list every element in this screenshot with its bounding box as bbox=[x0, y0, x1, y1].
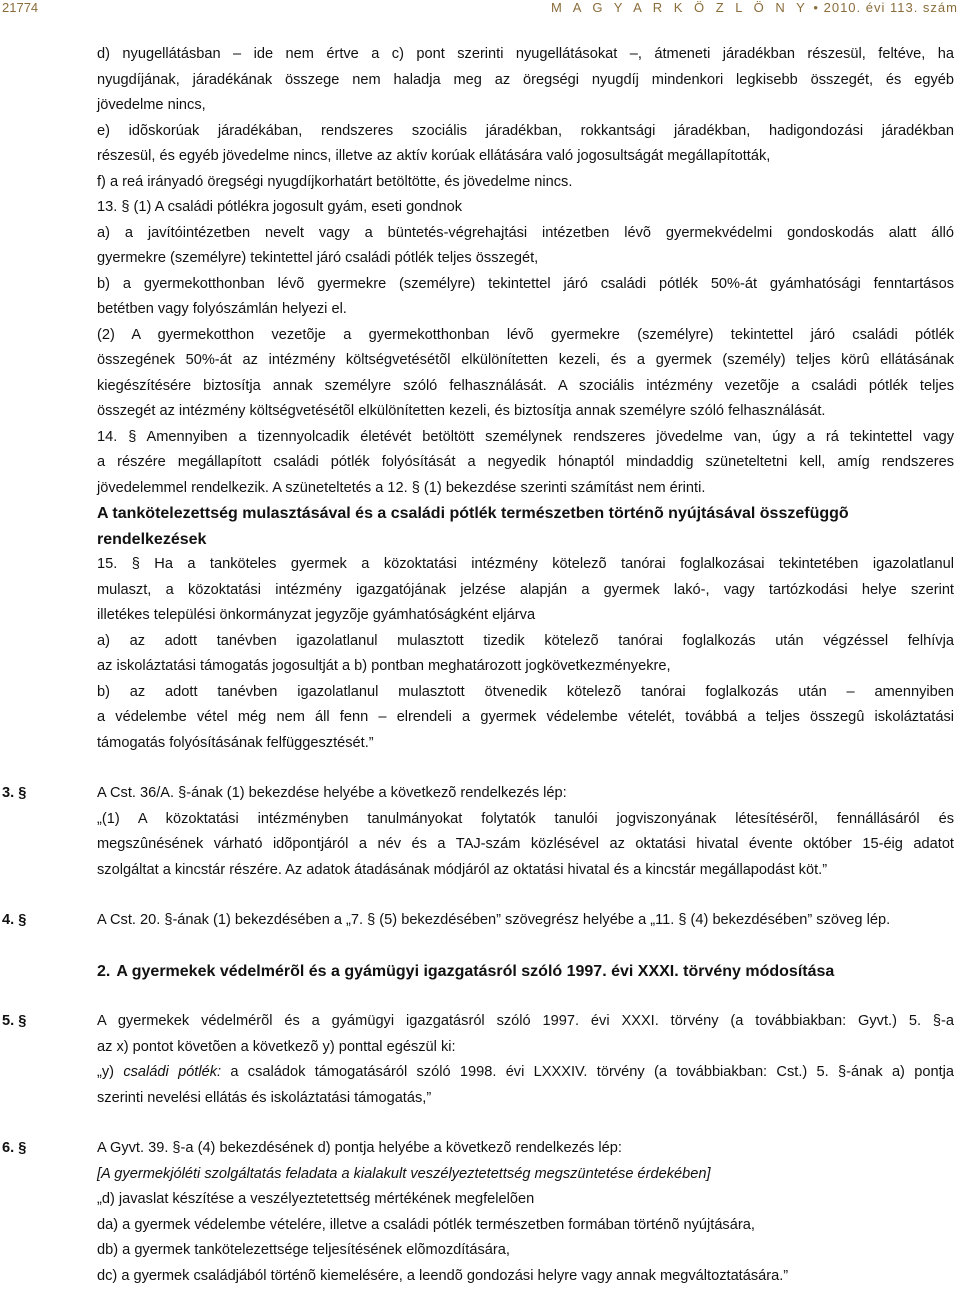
section-number: 2. bbox=[97, 962, 111, 980]
section-13-b-line: b) a gyermekotthonban lévõ gyermekre (személyre) tekintettel járó családi pótlék 50%-át gyámhatósági fenntartásos bbox=[97, 275, 954, 292]
section-title bbox=[97, 959, 954, 985]
item-line: A Cst. 20. §-ának (1) bekezdésében a „7. § (5) bekezdésében” szövegrész helyébe a „11. § (4) bekezdésében” szöveg lép. bbox=[97, 912, 891, 928]
page-number: 21774 bbox=[2, 0, 39, 15]
section-15-line: illetékes települési önkormányzat jegyzõje gyámhatóságként eljárva bbox=[97, 607, 536, 623]
item-line: az x) pontot követõen a következõ y) ponttal egészül ki: bbox=[97, 1038, 456, 1055]
item-number: 6. § bbox=[2, 1140, 27, 1156]
item-line: da) a gyermek védelembe vételére, illetve a családi pótlék természetben formában történõ nyújtására, bbox=[97, 1216, 755, 1233]
item-number: 4. § bbox=[2, 912, 27, 928]
section-15-b-line: a védelembe vétel még nem áll fenn – elrendeli a gyermek védelembe vételét, továbbá a teljes összegû iskoláztatási bbox=[97, 709, 954, 725]
item-line bbox=[97, 1060, 954, 1086]
item-line: A Gyvt. 39. §-a (4) bekezdésének d) pontja helyébe a következõ rendelkezés lép: bbox=[97, 1140, 622, 1156]
subheading-line: rendelkezések bbox=[97, 530, 207, 548]
point-f-line: f) a reá irányadó öregségi nyugdíjkorhatárt betöltötte, és jövedelme nincs. bbox=[97, 173, 573, 190]
section-14-line: 14. § Amennyiben a tizennyolcadik életévét betöltött személynek rendszeres jövedelme van, úgy a rá tekintettel vagy bbox=[97, 428, 954, 445]
item-line: megszûnésének várható idõpontjáról a név és a TAJ-szám közlésével az oktatási hivatal évente október 15-éig adatot bbox=[97, 836, 954, 852]
section-13-p2-line: kiegészítésére biztosítja annak személyre szóló felhasználását. A szociális intézmény vezetõje a családi pótlék teljes bbox=[97, 377, 954, 394]
section-15-line: mulaszt, a közoktatási intézmény igazgatójának jelzése alapján a gyermek lakó-, vagy tartózkodási helye szerint bbox=[97, 581, 954, 598]
item-line-prefix: „y) bbox=[97, 1064, 124, 1080]
section-13-p2-line: összegének 50%-át az intézmény költségvetésétõl elkülönítetten kezeli, és a gyermek (személy) teljes körû ellátásának bbox=[97, 352, 954, 368]
journal-name: M A G Y A R K Ö Z L Ö N Y bbox=[551, 0, 809, 15]
point-d-line: jövedelme nincs, bbox=[97, 97, 206, 113]
section-15-line: 15. § Ha a tanköteles gyermek a közoktatási intézmény kötelezõ tanórai foglalkozásai tekintetében igazolatlanul bbox=[97, 556, 954, 572]
document-body bbox=[2, 42, 954, 1289]
amendment-item-4 bbox=[2, 908, 954, 934]
point-d-line: d) nyugellátásban – ide nem értve a c) pont szerinti nyugellátásokat –, átmeneti járadékban részesül, feltéve, ha bbox=[97, 46, 954, 62]
item-number: 5. § bbox=[2, 1013, 27, 1029]
journal-header bbox=[551, 0, 958, 15]
item-line: dc) a gyermek családjából történõ kiemelésére, a leendõ gondozási helyre vagy annak megváltoztatására.” bbox=[97, 1267, 789, 1284]
item-line: „(1) A közoktatási intézményben tanulmányokat folytatók tanulói jogviszonyának létesítésérõl, fennállásáról és bbox=[97, 810, 954, 827]
section-14-line: jövedelemmel rendelkezik. A szüneteltetés a 12. § (1) bekezdése szerinti számítást nem érinti. bbox=[97, 479, 706, 496]
section-13-line: 13. § (1) A családi pótlékra jogosult gyám, eseti gondnok bbox=[97, 199, 463, 215]
section-13-p2-line: (2) A gyermekotthon vezetõje a gyermekotthonban lévõ gyermekre (személyre) tekintettel járó családi pótlék bbox=[97, 326, 954, 343]
item-line: db) a gyermek tankötelezettsége teljesítésének elõmozdítására, bbox=[97, 1242, 510, 1258]
point-e-line: e) idõskorúak járadékában, rendszeres szociális járadékban, rokkantsági járadékban, hadigondozási járadékban bbox=[97, 122, 954, 139]
amendment-item-5 bbox=[2, 1009, 954, 1111]
defined-term: családi pótlék: bbox=[123, 1064, 222, 1080]
section-13-b-line: betétben vagy folyószámlán helyezi el. bbox=[97, 301, 347, 317]
point-d-line: nyugdíjának, járadékának összege nem haladja meg az öregségi nyugdíj mindenkori legkisebb összegét, és egyéb bbox=[97, 71, 954, 88]
issue-label: 2010. évi 113. szám bbox=[823, 0, 958, 15]
section-15-a-line: az iskoláztatási támogatás jogosultját a b) pontban meghatározott jogkövetkezményekre, bbox=[97, 658, 671, 674]
page-header bbox=[0, 0, 960, 20]
item-line: szerinti nevelési ellátás és iskoláztatási támogatás,” bbox=[97, 1089, 432, 1106]
section-15-a-line: a) az adott tanévben igazolatlanul mulasztott tizedik kötelezõ tanórai foglalkozás után végzéssel felhívja bbox=[97, 632, 954, 649]
item-line: szolgáltat a kincstár részére. Az adatok átadásának módjáról az oktatási hivatal és a kincstár megállapodást köt.” bbox=[97, 861, 828, 878]
item-line: A Cst. 36/A. §-ának (1) bekezdése helyébe a következõ rendelkezés lép: bbox=[97, 785, 567, 801]
subheading-line: A tankötelezettség mulasztásával és a családi pótlék természetben történõ nyújtásával összefüggõ bbox=[97, 505, 849, 522]
item-line: „d) javaslat készítése a veszélyeztetettség mértékének megfelelõen bbox=[97, 1191, 535, 1207]
amendment-item-6 bbox=[2, 1136, 954, 1289]
item-number: 3. § bbox=[2, 785, 27, 801]
item-line-rest: a családok támogatásáról szóló 1998. évi LXXXIV. törvény (a továbbiakban: Cst.) 5. §-ának a) pontja bbox=[221, 1064, 954, 1080]
point-e-line: részesül, és egyéb jövedelme nincs, illetve az aktív korúak ellátására való jogosultságát megállapították, bbox=[97, 148, 771, 164]
section-15-b-line: támogatás folyósításának felfüggesztését.” bbox=[97, 734, 374, 751]
section-13-a-line: gyermekre (személyre) tekintettel járó családi pótlék teljes összegét, bbox=[97, 250, 539, 266]
section-15-b-line: b) az adott tanévben igazolatlanul mulasztott ötvenedik kötelezõ tanórai foglalkozás után – amennyiben bbox=[97, 683, 954, 700]
section-14-line: a részére megállapított családi pótlék folyósítását a negyedik hónaptól mindaddig szüneteltetni kell, amíg rendszeres bbox=[97, 454, 954, 470]
section-13-a-line: a) a javítóintézetben nevelt vagy a büntetés-végrehajtási intézetben lévõ gyermekvédelmi gondoskodás alatt álló bbox=[97, 224, 954, 241]
item-line-italic: [A gyermekjóléti szolgáltatás feladata a kialakult veszélyeztetettség megszüntetése érdekében] bbox=[97, 1165, 711, 1182]
item-line: A gyermekek védelmérõl és a gyámügyi igazgatásról szóló 1997. évi XXXI. törvény (a továbbiakban: Gyvt.) 5. §-a bbox=[97, 1013, 954, 1029]
amendment-item-3 bbox=[2, 781, 954, 883]
section-title-text: A gyermekek védelmérõl és a gyámügyi igazgatásról szóló 1997. évi XXXI. törvény módosítása bbox=[116, 962, 835, 980]
section-13-p2-line: összegét az intézmény költségvetésétõl elkülönítetten kezeli, és biztosítja annak személyre szóló felhasználását. bbox=[97, 403, 826, 419]
header-bullet: • bbox=[813, 0, 819, 15]
